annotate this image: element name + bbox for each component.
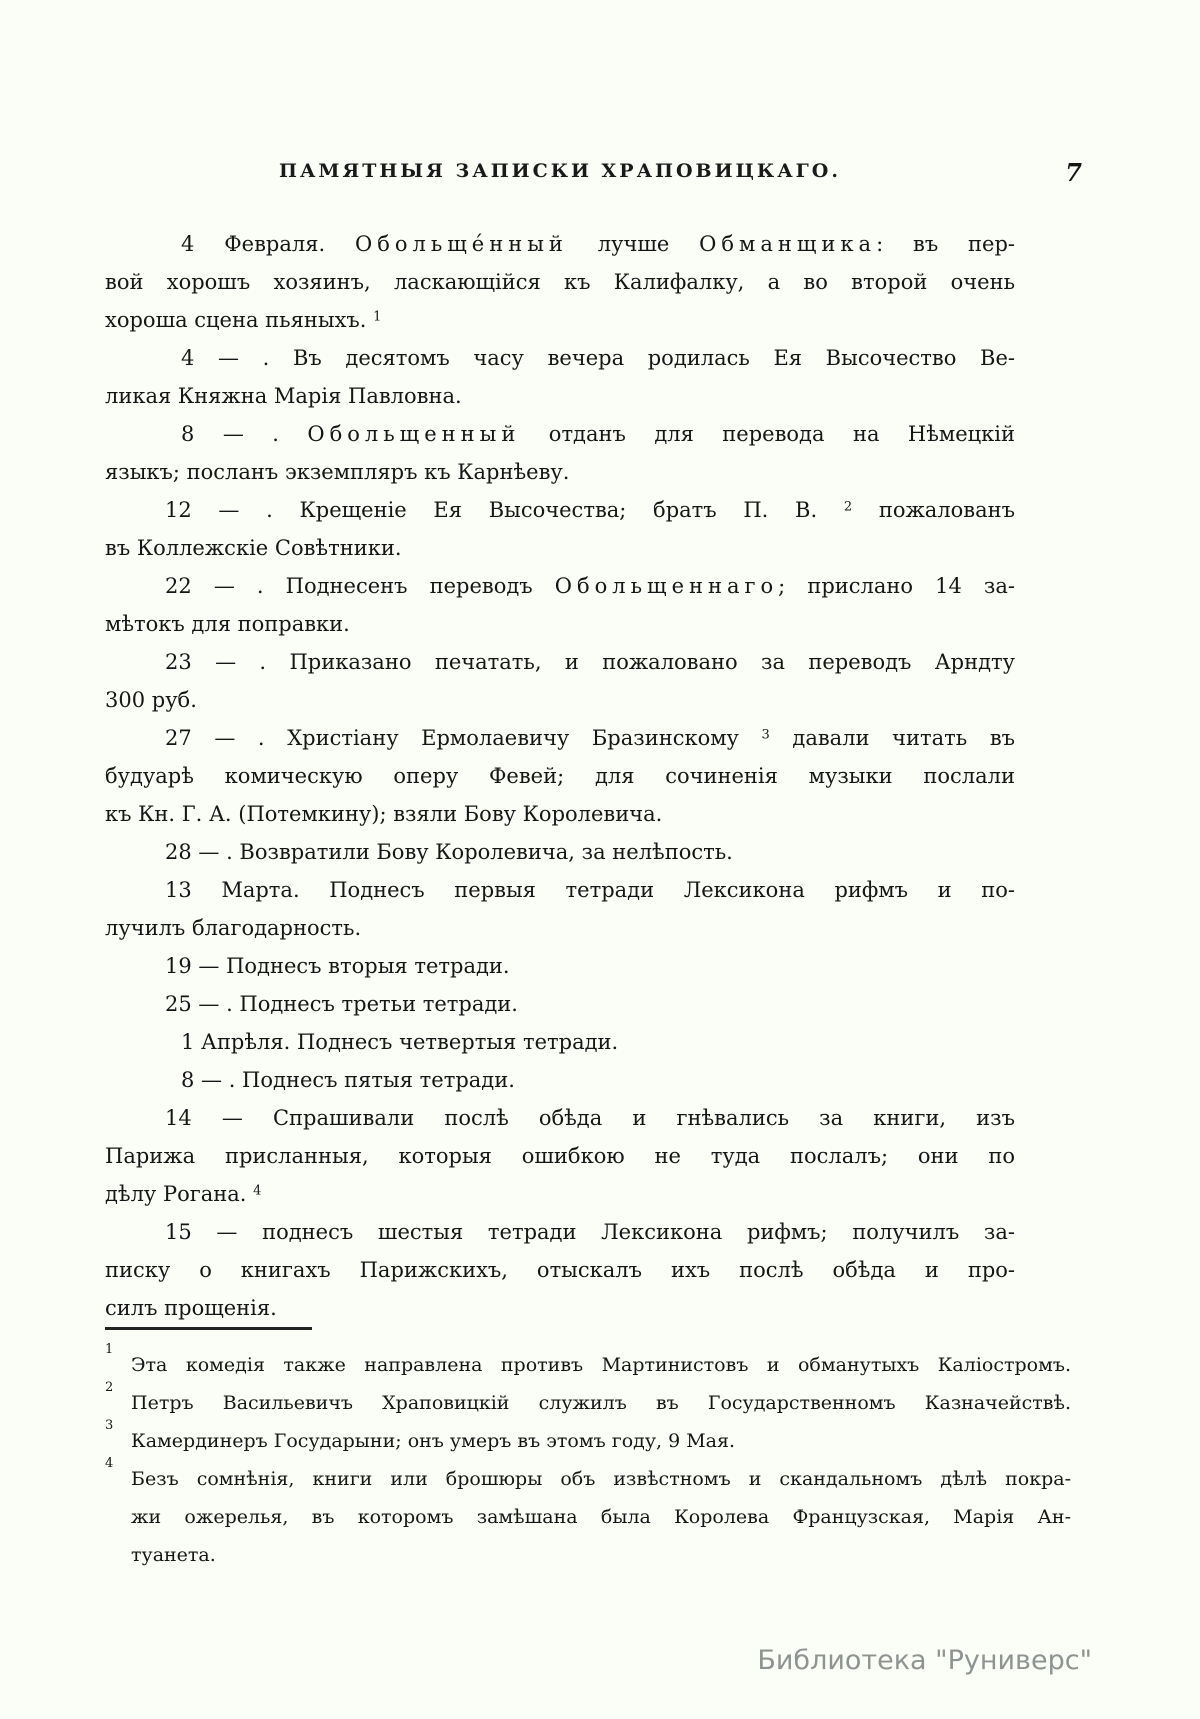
text-segment: Обольщеннаго [554,574,779,598]
footnote-item: 1 Эта комедія также направлена противъ Мартинистовъ и обманутыхъ Каліостромъ. [131,1346,1071,1384]
text-line [105,415,1015,453]
text-segment: ликая Княжна Марія Павловна. [105,384,462,408]
text-segment: 4 Февраля. [181,232,355,256]
text-line [105,1099,1015,1137]
footnote-separator-rule [105,1327,312,1330]
text-line [105,833,1015,871]
text-segment: Камердинеръ Государыни; онъ умеръ въ этомъ году, 9 Мая. [131,1430,736,1452]
text-segment: Обольщенный [307,422,521,446]
footnote-item: 2 Петръ Васильевичъ Храповицкій служилъ въ Государственномъ Казначействѣ. [131,1384,1071,1422]
text-line [105,529,1015,567]
text-segment: Эта комедія также направлена противъ Мартинистовъ и обманутыхъ Каліостромъ. [131,1354,1071,1376]
footnote-ref: 1 [373,309,382,325]
text-segment: 4 — . Въ десятомъ часу вечера родилась Ея Высочество Ве- [181,346,1015,370]
footnote-ref: 2 [843,499,853,515]
text-line [131,1536,1071,1574]
text-segment: 12 — . Крещеніе Ея Высочества; братъ П. В. [165,498,844,522]
text-segment: отданъ для перевода на Нѣмецкій [520,422,1016,446]
text-segment: Обольще́нный [354,232,568,256]
text-line [105,1137,1015,1175]
text-line [105,301,1015,339]
text-line [131,1384,1071,1422]
text-segment: вой хорошъ хозяинъ, ласкающійся къ Калифалку, а во второй очень [105,270,1015,294]
text-line [105,1023,1015,1061]
text-segment: 8 — . Поднесъ пятыя тетради. [181,1068,515,1092]
text-segment: 13 Марта. Поднесъ первыя тетради Лексикона рифмъ и по- [165,878,1015,902]
text-line [131,1422,1071,1460]
text-line [105,1175,1015,1213]
text-line [105,719,1015,757]
library-watermark: Библиотека "Руниверс" [757,1645,1092,1676]
text-segment: пожалованъ [852,498,1016,522]
text-line [105,1061,1015,1099]
text-segment: ; прислано 14 за- [778,574,1015,598]
text-segment: хороша сцена пьяныхъ. [105,308,374,332]
text-segment: 19 — Поднесъ вторыя тетради. [165,954,510,978]
text-line [105,909,1015,947]
text-segment: дѣлу Рогана. [105,1182,254,1206]
text-segment: 22 — . Поднесенъ переводъ [165,574,555,598]
text-line [105,757,1015,795]
text-segment: : въ пер- [876,232,1015,256]
text-line [105,263,1015,301]
footnote-item: 3 Камердинеръ Государыни; онъ умеръ въ этомъ году, 9 Мая. [131,1422,1071,1460]
text-line [105,947,1015,985]
text-segment: Безъ сомнѣнія, книги или брошюры объ извѣстномъ и скандальномъ дѣлѣ покра- [131,1468,1071,1490]
text-segment: давали читать въ [769,726,1015,750]
text-segment: писку о книгахъ Парижскихъ, отыскалъ ихъ послѣ обѣда и про- [105,1258,1015,1282]
text-segment: будуарѣ комическую оперу Февей; для сочиненія музыки послали [105,764,1015,788]
text-line [131,1346,1071,1384]
footnotes-block [105,1342,1071,1574]
text-segment: къ Кн. Г. А. (Потемкину); взяли Бову Королевича. [105,802,663,826]
text-segment: 23 — . Приказано печатать, и пожаловано за переводъ Арндту [165,650,1015,674]
text-line [131,1498,1071,1536]
text-line [105,985,1015,1023]
text-segment: Парижа присланныя, которыя ошибкою не туда послалъ; они по [105,1144,1015,1168]
text-line [105,339,1015,377]
text-line [105,1289,1015,1327]
text-line [105,795,1015,833]
text-line [105,453,1015,491]
text-segment: лучилъ благодарность. [105,916,362,940]
text-segment: 14 — Спрашивали послѣ обѣда и гнѣвались за книги, изъ [165,1106,1015,1130]
footnote-ref: 4 [253,1183,262,1199]
text-segment: туанета. [131,1544,216,1566]
text-segment: Обманщика [699,232,877,256]
text-segment: Петръ Васильевичъ Храповицкій служилъ въ Государственномъ Казначействѣ. [131,1392,1071,1414]
text-line [105,567,1015,605]
running-header-title: ПАМЯТНЫЯ ЗАПИСКИ ХРАПОВИЦКАГО. [279,160,841,182]
text-segment: жи ожерелья, въ которомъ замѣшана была Королева Французская, Марія Ан- [131,1506,1071,1528]
text-segment: 8 — . [181,422,308,446]
text-line [105,225,1015,263]
text-segment: 300 руб. [105,688,197,712]
text-line [131,1460,1071,1498]
text-segment: 15 — поднесъ шестыя тетради Лексикона рифмъ; получилъ за- [165,1220,1015,1244]
text-line [105,491,1015,529]
text-segment: силъ прощенія. [105,1296,277,1320]
text-line [105,1213,1015,1251]
text-line [105,605,1015,643]
text-segment: языкъ; посланъ экземпляръ къ Карнѣеву. [105,460,570,484]
text-segment: 27 — . Христіану Ермолаевичу Бразинскому [165,726,762,750]
text-segment: въ Коллежскіе Совѣтники. [105,536,402,560]
text-segment: 28 — . Возвратили Бову Королевича, за нелѣпость. [165,840,733,864]
text-line [105,643,1015,681]
text-segment: 1 Апрѣля. Поднесъ четвертыя тетради. [181,1030,619,1054]
body-text [105,225,1015,1327]
text-line [105,1251,1015,1289]
footnote-ref: 3 [761,727,770,743]
text-line [105,871,1015,909]
text-line [105,377,1015,415]
text-segment: 25 — . Поднесъ третьи тетради. [165,992,518,1016]
page-number: 7 [1065,158,1082,187]
text-segment: лучше [567,232,700,256]
footnote-item: 4 Безъ сомнѣнія, книги или брошюры объ извѣстномъ и скандальномъ дѣлѣ покра- жи ожерелья, въ которомъ замѣшана была Королева Французская, Марія Ан- туанета. [131,1460,1071,1574]
text-segment: мѣтокъ для поправки. [105,612,350,636]
text-line [105,681,1015,719]
